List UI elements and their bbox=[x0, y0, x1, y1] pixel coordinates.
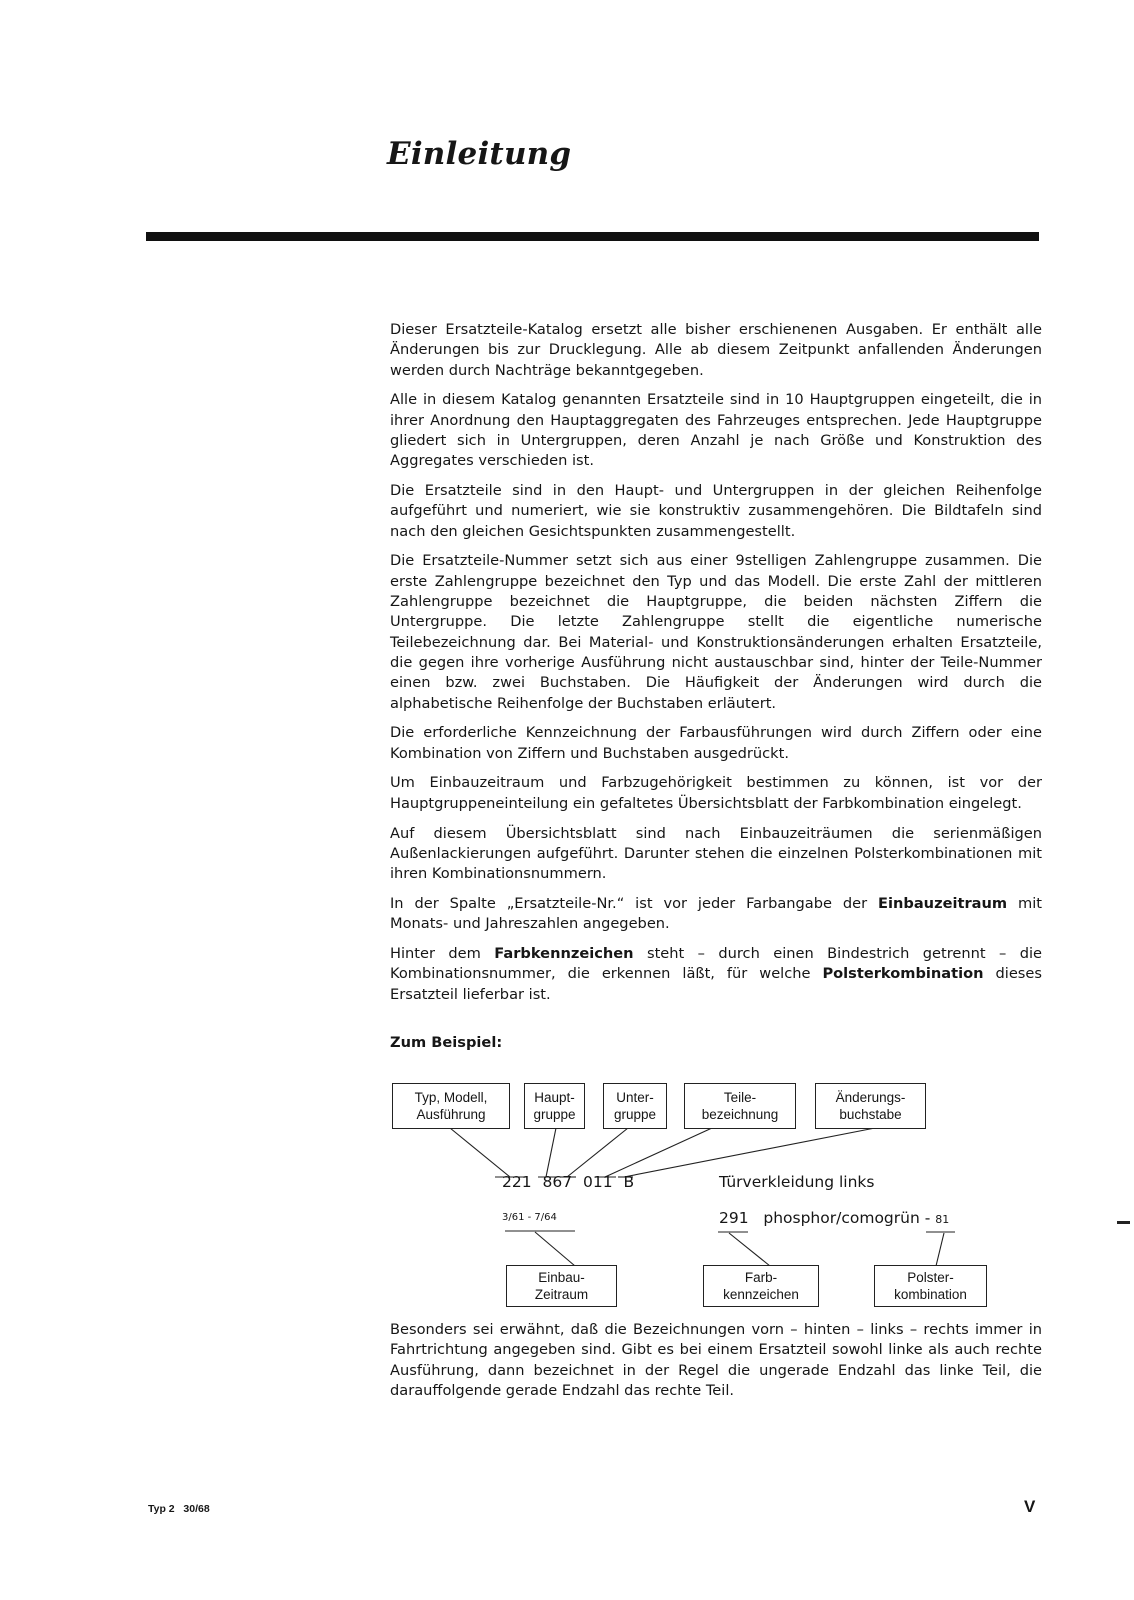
paragraph: Dieser Ersatzteile-Katalog ersetzt alle bisher erschienenen Ausgaben. Er enthält alle Änderungen bis zur Drucklegung. Alle ab diesem Zeitpunkt anfallenden Änderungen werden durch Nachträge bekanntgegeben. bbox=[390, 321, 1042, 379]
box-aenderungsbuchstabe: Änderungs- buchstabe bbox=[815, 1083, 926, 1129]
margin-mark bbox=[1117, 1221, 1130, 1224]
connector-line bbox=[450, 1128, 510, 1177]
paragraph: Um Einbauzeitraum und Farbzugehörigkeit bestimmen zu können, ist vor der Hauptgruppeneinteilung ein gefaltetes Übersichtsblatt der Farbkombination eingelegt. bbox=[390, 774, 1042, 812]
bold-term: Polsterkombination bbox=[822, 965, 984, 983]
footer-type-edition: Typ 2 30/68 bbox=[148, 1503, 210, 1515]
paragraph: Alle in diesem Katalog genannten Ersatzteile sind in 10 Hauptgruppen eingeteilt, die in ihrer Anordnung den Hauptaggregaten des Fahrzeuges entsprechen. Jede Hauptgruppe gliedert sich in Untergruppen, deren Anzahl je nach Größe und Konstruktion des Aggregates verschieden ist. bbox=[390, 391, 1042, 470]
connector-line bbox=[936, 1233, 944, 1266]
box-untergruppe: Unter- gruppe bbox=[603, 1083, 667, 1129]
color-code: 291 bbox=[719, 1209, 749, 1227]
example-color-line bbox=[719, 1209, 949, 1227]
connector-line bbox=[535, 1232, 575, 1266]
connector-line bbox=[567, 1128, 628, 1177]
box-polsterkombination: Polster- kombination bbox=[874, 1265, 987, 1307]
connector-line bbox=[729, 1233, 770, 1266]
connector-line bbox=[605, 1128, 712, 1177]
connector-line bbox=[624, 1128, 875, 1177]
closing-text bbox=[390, 1320, 1042, 1401]
paragraph: Die Ersatzteile-Nummer setzt sich aus einer 9stelligen Zahlengruppe zusammen. Die erste Zahlengruppe bezeichnet den Typ und das Modell. Die erste Zahl der mittleren Zahlengruppe bezeichnet die Hauptgruppe, die beiden nächsten Ziffern die Untergruppe. Die letzte Zahlengruppe stellt die eigentliche numerische Teilebezeichnung dar. Bei Material- und Konstruktionsänderungen erhalten Ersatzteile, die gegen ihre vorherige Ausführung nicht austauschbar sind, hinter der Teile-Nummer einen bzw. zwei Buchstaben. Die Häufigkeit der Änderungen wird durch die alphabetische Reihenfolge der Buchstaben erläutert. bbox=[390, 552, 1042, 712]
bold-term: Einbauzeitraum bbox=[878, 894, 1008, 912]
footer-page-number: V bbox=[1024, 1497, 1036, 1516]
color-separator: - bbox=[924, 1209, 931, 1227]
example-period: 3/61 - 7/64 bbox=[502, 1212, 557, 1223]
box-typ-modell: Typ, Modell, Ausführung bbox=[392, 1083, 510, 1129]
paragraph: Auf diesem Übersichtsblatt sind nach Einbauzeiträumen die serienmäßigen Außenlackierungen aufgeführt. Darunter stehen die einzelnen Polsterkombinationen mit ihren Kombinationsnummern. bbox=[390, 824, 1042, 883]
box-teilebezeichnung: Teile- bezeichnung bbox=[684, 1083, 796, 1129]
paragraph: Die erforderliche Kennzeichnung der Farbausführungen wird durch Ziffern oder eine Kombination von Ziffern und Buchstaben ausgedrückt. bbox=[390, 724, 1042, 762]
example-part-name: Türverkleidung links bbox=[719, 1173, 875, 1191]
box-einbau-zeitraum: Einbau- Zeitraum bbox=[506, 1265, 617, 1307]
paragraph: Die Ersatzteile sind in den Haupt- und Untergruppen in der gleichen Reihenfolge aufgeführt und numeriert, wie sie konstruktiv zusammengehören. Die Bildtafeln sind nach den gleichen Gesichtspunkten zusammengestellt. bbox=[390, 482, 1042, 540]
paragraph: Hinter dem Farbkennzeichen steht – durch einen Bindestrich getrennt – die Kombinationsnummer, die erkennen läßt, für welche Polsterkombination dieses Ersatzteil lieferbar ist. bbox=[390, 945, 1042, 1003]
connector-line bbox=[546, 1128, 556, 1177]
box-farbkennzeichen: Farb- kennzeichen bbox=[703, 1265, 819, 1307]
combination-number: 81 bbox=[935, 1213, 950, 1226]
example-part-number: 221 867 011 B bbox=[502, 1173, 635, 1191]
paragraph: In der Spalte „Ersatzteile-Nr.“ ist vor jeder Farbangabe der Einbauzeitraum mit Monats- und Jahreszahlen angegeben. bbox=[390, 894, 1042, 933]
example-label: Zum Beispiel: bbox=[390, 1034, 503, 1051]
box-hauptgruppe: Haupt- gruppe bbox=[524, 1083, 585, 1129]
bold-term: Farbkennzeichen bbox=[494, 945, 634, 963]
closing-paragraph: Besonders sei erwähnt, daß die Bezeichnungen vorn – hinten – links – rechts immer in Fahrtrichtung angegeben sind. Gibt es bei einem Ersatzteil sowohl linke als auch rechte Ausführung, dann bezeichnet in der Regel die ungerade Endzahl das linke Teil, die darauffolgende gerade Endzahl das rechte Teil. bbox=[390, 1321, 1042, 1399]
color-name: phosphor/comogrün bbox=[763, 1209, 920, 1227]
page-title: Einleitung bbox=[387, 136, 572, 172]
